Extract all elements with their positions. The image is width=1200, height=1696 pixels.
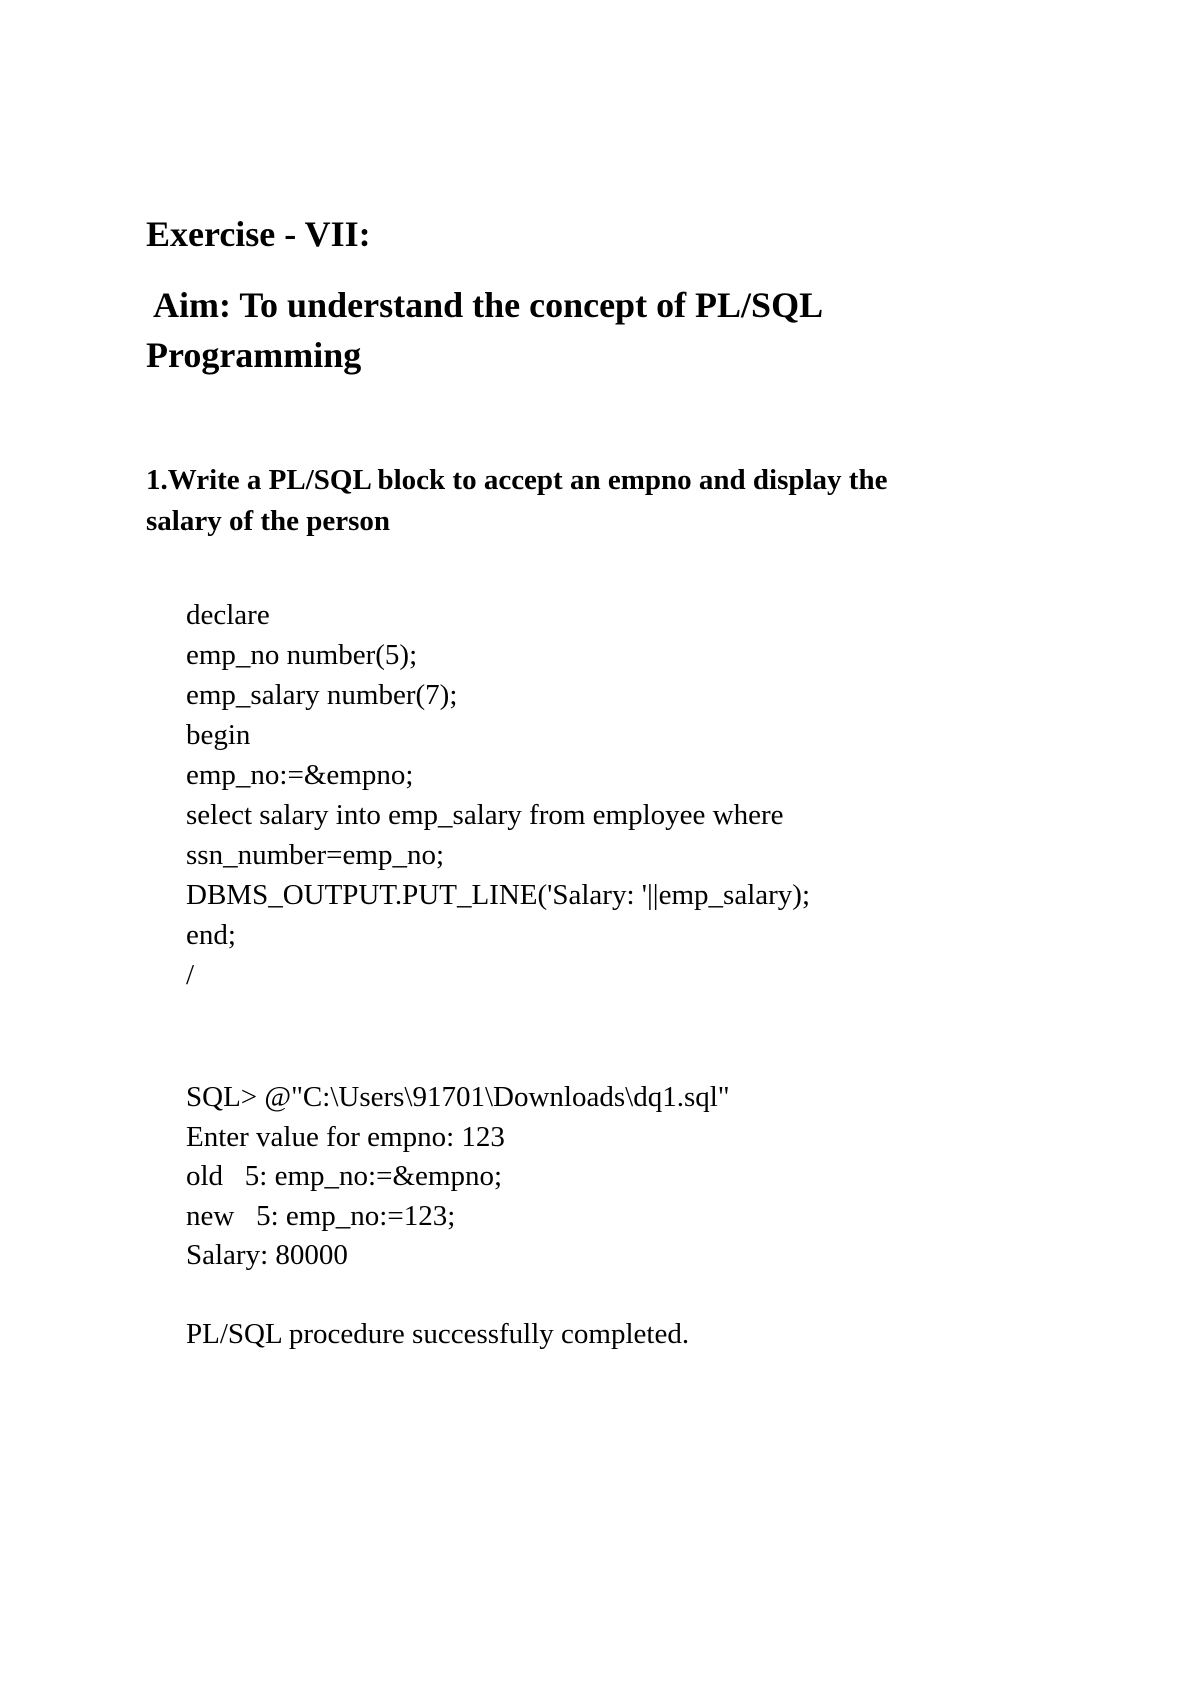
output-line: Salary: 80000	[186, 1239, 348, 1271]
aim-line: Aim: To understand the concept of PL/SQL	[146, 285, 824, 325]
code-line: /	[186, 959, 195, 991]
question-line: salary of the person	[146, 505, 391, 537]
code-line: emp_salary number(7);	[186, 679, 458, 711]
code-line: emp_no number(5);	[186, 639, 418, 671]
code-line: emp_no:=&empno;	[186, 759, 414, 791]
output-line	[186, 1276, 730, 1315]
code-line: begin	[186, 719, 251, 751]
question-line: 1.Write a PL/SQL block to accept an empno and display the	[146, 464, 888, 496]
aim-heading	[146, 280, 1046, 380]
output-line: new 5: emp_no:=123;	[186, 1199, 456, 1232]
code-line: ssn_number=emp_no;	[186, 839, 444, 871]
sql-output-block	[186, 1078, 730, 1354]
exercise-title: Exercise - VII:	[146, 214, 371, 254]
aim-line: Programming	[146, 335, 362, 375]
output-line: PL/SQL procedure successfully completed.	[186, 1317, 690, 1350]
output-line: Enter value for empno: 123	[186, 1120, 505, 1153]
code-line: end;	[186, 919, 236, 951]
output-line: old 5: emp_no:=&empno;	[186, 1160, 502, 1192]
code-line: declare	[186, 599, 270, 631]
question-text	[146, 460, 1046, 542]
plsql-code-block	[186, 595, 810, 995]
code-line: select salary into emp_salary from employee where	[186, 799, 784, 831]
code-line: DBMS_OUTPUT.PUT_LINE('Salary: '||emp_salary);	[186, 879, 810, 911]
output-line: SQL> @"C:\Users\91701\Downloads\dq1.sql"	[186, 1081, 730, 1113]
